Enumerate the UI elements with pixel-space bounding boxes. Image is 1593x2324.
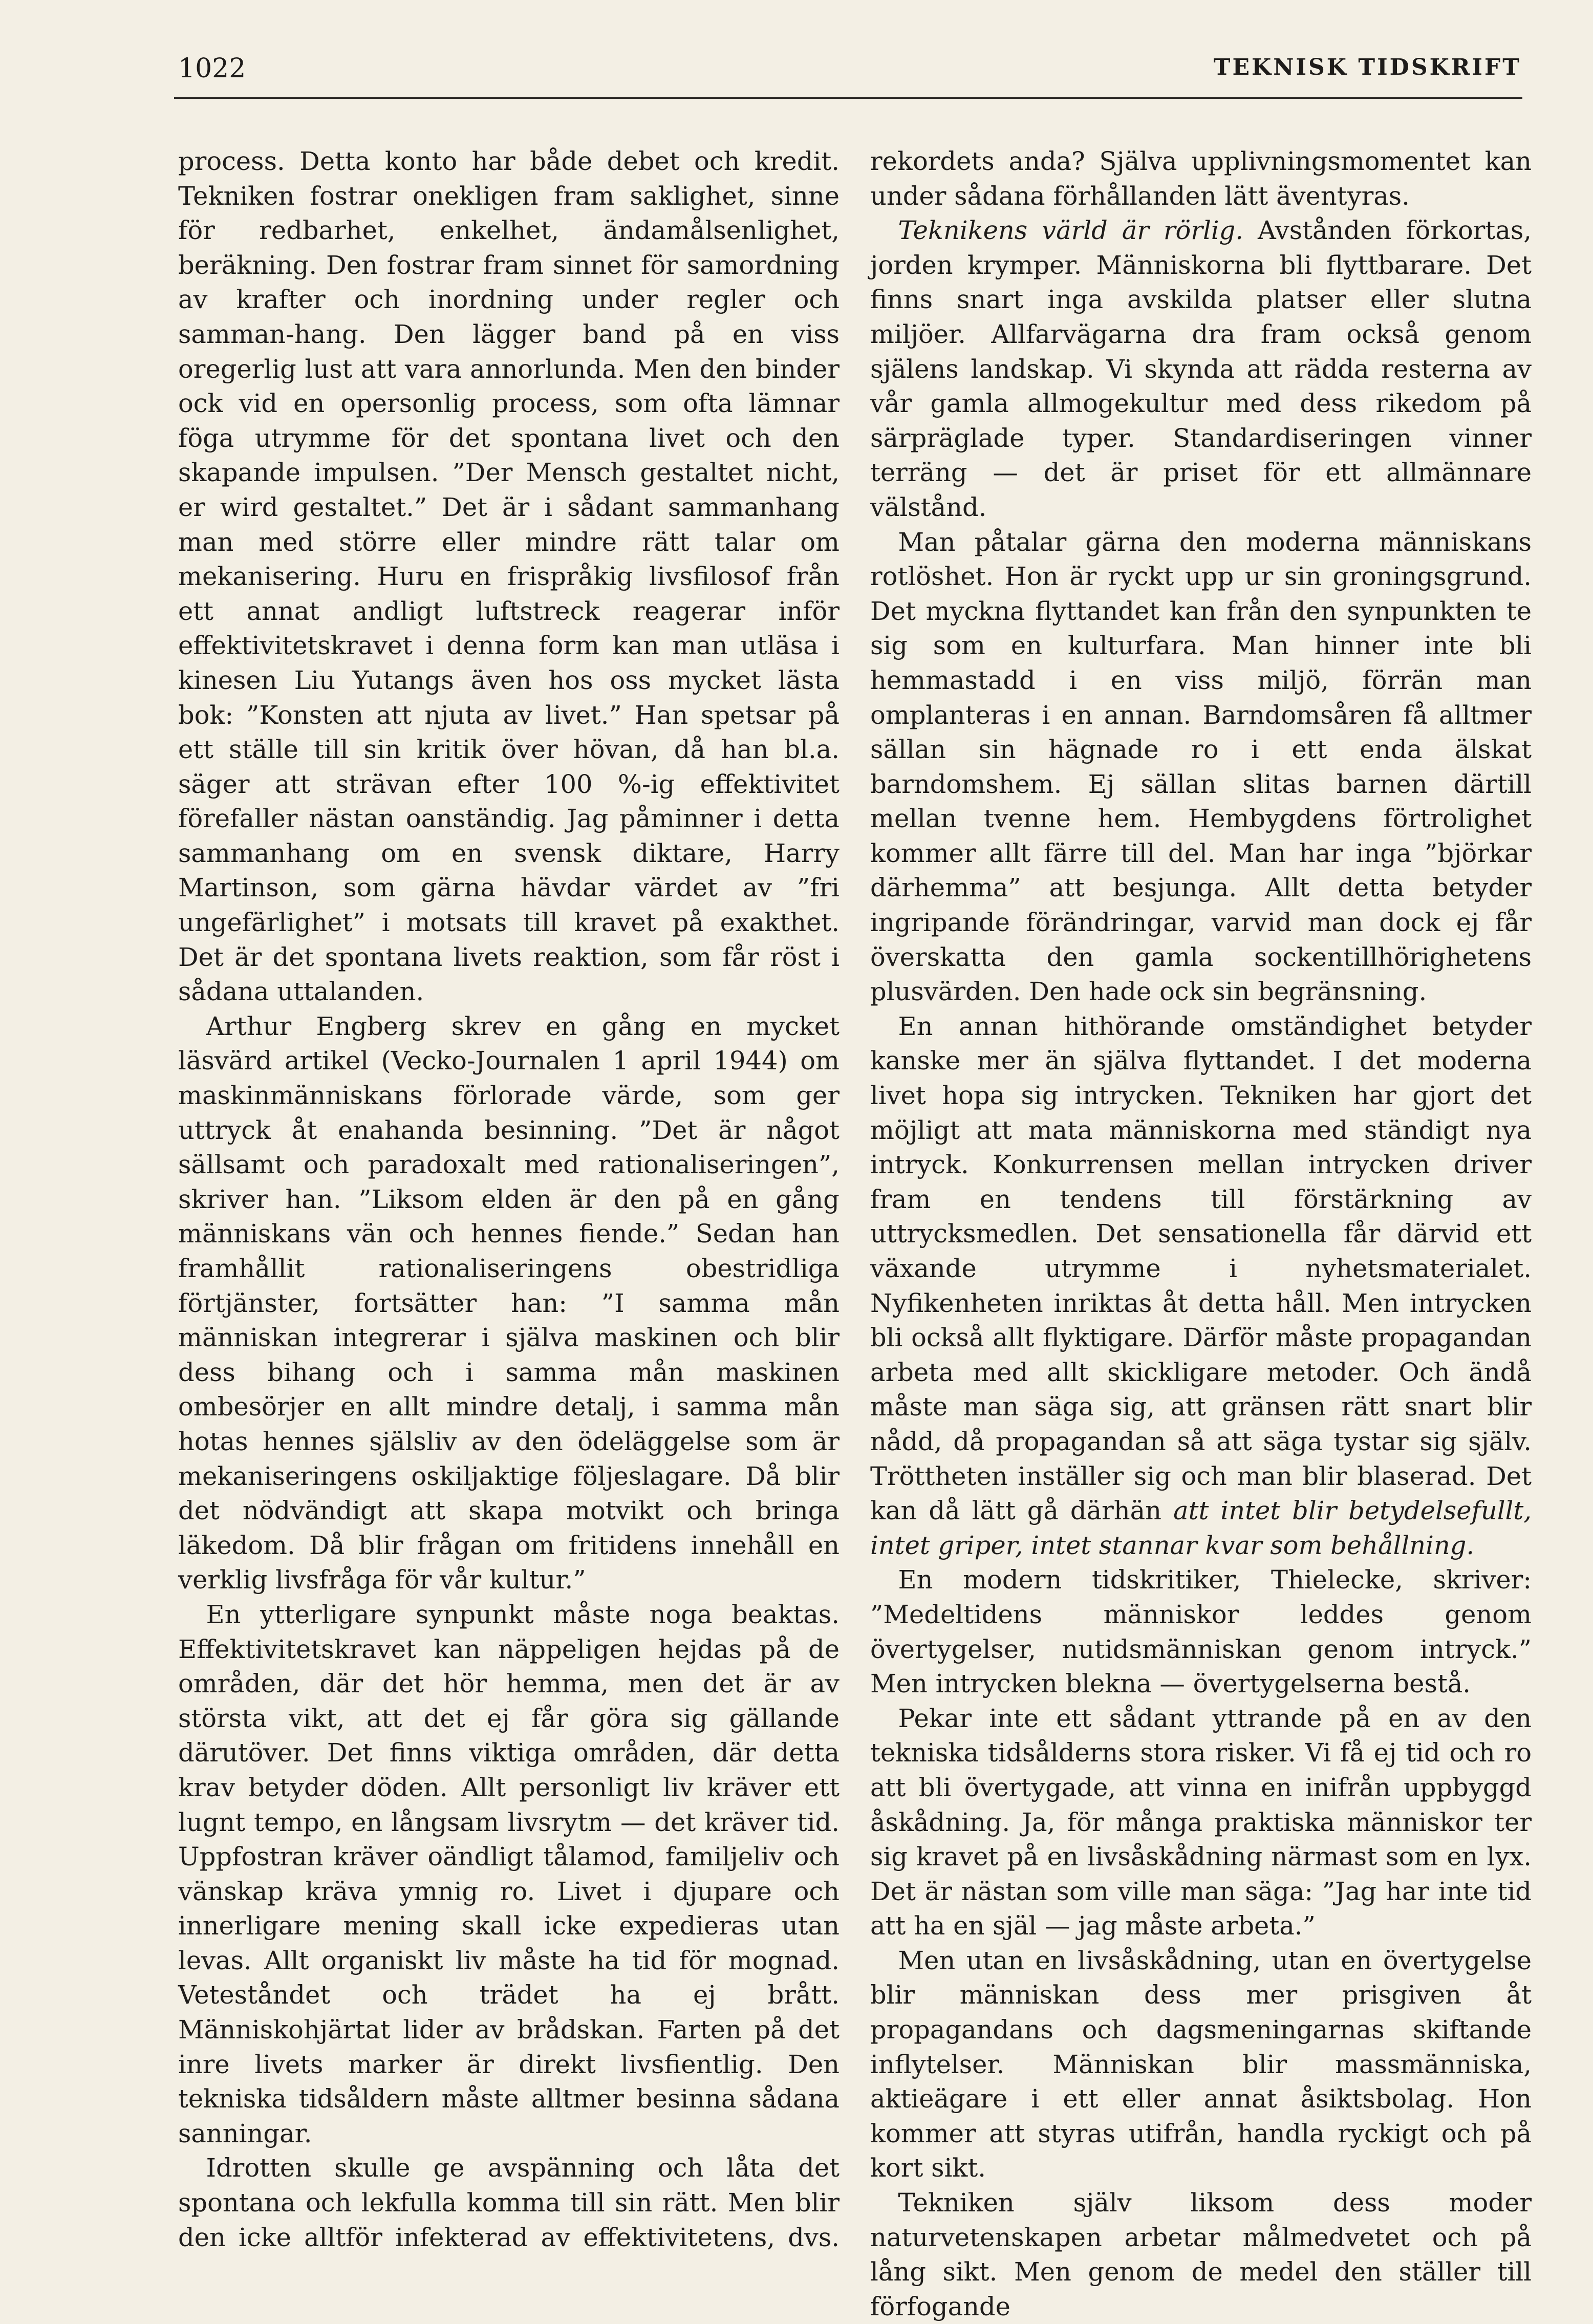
paragraph: Idrotten skulle ge avspänning och låta det spontana och lekfulla komma till sin rätt. Men blir den icke alltför infekterad av effektivitetens, dvs. [178,2153,839,2252]
paragraph [870,213,1532,525]
paragraph: En ytterligare synpunkt måste noga beaktas. Effektivitetskravet kan näppeligen hejdas på de områden, där det hör hemma, men det är av största vikt, att det ej får göra sig gällande därutöver. Det finns viktiga områden, där detta krav betyder döden. Allt personligt liv kräver ett lugnt tempo, en långsam livsrytm — det kräver tid. Uppfostran kräver oändligt tålamod, familjeliv och vänskap kräva ymnig ro. Livet i djupare och innerligare mening skall icke expedieras utan levas. Allt organiskt liv måste ha tid för mognad. Veteståndet och trädet ha ej brått. Människohjärtat lider av brådskan. Farten på det inre livets marker är direkt livsfientlig. Den tekniska tidsåldern måste alltmer besinna sådana sanningar. [178,1599,839,2148]
paragraph: Arthur Engberg skrev en gång en mycket läsvärd artikel (Vecko-Journalen 1 april 1944) om maskinmänniskans förlorade värde, som ger uttryck åt enahanda besinning. ”Det är något sällsamt och paradoxalt med rationaliseringen”, skriver han. ”Liksom elden är den på en gång människans vän och hennes fiende.” Sedan han framhållit rationaliseringens obestridliga förtjänster, fortsätter han: ”I samma mån människan integrerar i själva maskinen och blir dess bihang och i samma mån maskinen ombesörjer en allt mindre detalj, i samma mån hotas hennes själsliv av den ödeläggelse som är mekaniseringens oskiljaktige följeslagare. Då blir det nödvändigt att skapa motvikt och bringa läkedom. Då blir frågan om fritidens innehåll en verklig livsfråga för vår kultur.” [178,1011,839,1595]
page-number: 1022 [178,53,246,84]
paragraph: Man påtalar gärna den moderna människans rotlöshet. Hon är ryckt upp ur sin groningsgrund. Det myckna flyttandet kan från den synpunkten te sig som en kulturfara. Man hinner inte bli hemmastadd i en viss miljö, förrän man omplanteras i en annan. Barndomsåren få alltmer sällan sin hägnade ro i ett enda älskat barndomshem. Ej sällan slitas barnen därtill mellan tvenne hem. Hembygdens förtrolighet kommer allt färre till del. Man har inga ”björkar därhemma” att besjunga. Allt detta betyder ingripande förändringar, varvid man dock ej får överskatta den gamla sockentillhörighetens plusvärden. Den hade ock sin begränsning. [870,527,1532,1007]
paragraph-text: Avstånden förkortas, jorden krymper. Människorna bli flyttbarare. Det finns snart inga avskilda platser eller slutna miljöer. Allfarvägarna dra fram också genom själens landskap. Vi skynda att rädda resterna av vår gamla allmogekultur med dess rikedom på särpräglade typer. Standardiseringen vinner terräng — det är priset för ett allmännare välstånd. [870,216,1532,522]
paragraph: rekordets anda? Själva upplivningsmomentet kan under sådana förhållanden lätt äventyras. [870,146,1532,211]
paragraph [870,1009,1532,1563]
paragraph: process. Detta konto har både debet och kredit. Tekniken fostrar onekligen fram saklighet, sinne för redbarhet, enkelhet, ändamålsenlighet, beräkning. Den fostrar fram sinnet för samordning av krafter och inordning under regler och samman-hang. Den lägger band på en viss oregerlig lust att vara annorlunda. Men den binder ock vid en opersonlig process, som ofta lämnar föga utrymme för det spontana livet och den skapande impulsen. ”Der Mensch gestaltet nicht, er wird gestaltet.” Det är i sådant sammanhang man med större eller mindre rätt talar om mekanisering. Huru en frispråkig livsfilosof från ett annat andligt luftstreck reagerar inför effektivitetskravet i denna form kan man utläsa i kinesen Liu Yutangs även hos oss mycket lästa bok: ”Konsten att njuta av livet.” Han spetsar på ett ställe till sin kritik över hövan, då han bl.a. säger att strävan efter 100 %-ig effektivitet förefaller nästan oanständig. Jag påminner i detta sammanhang om en svensk diktare, Harry Martinson, som gärna hävdar värdet av ”fri ungefärlighet” i motsats till kravet på exakthet. Det är det spontana livets reaktion, som får röst i sådana uttalanden. [178,146,839,1007]
paragraph: En modern tidskritiker, Thielecke, skriver: ”Medeltidens människor leddes genom övertygelser, nutidsmänniskan genom intryck.” Men intrycken blekna — övertygelserna bestå. [870,1565,1532,1699]
header-rule [174,97,1522,99]
paragraph: Men utan en livsåskådning, utan en övertygelse blir människan dess mer prisgiven åt propagandans och dagsmeningarnas skiftande inflytelser. Människan blir massmänniska, aktieägare i ett eller annat åsiktsbolag. Hon kommer att styras utifrån, handla ryckigt och på kort sikt. [870,1945,1532,2183]
italic-phrase: Teknikens värld är rörlig. [898,216,1244,246]
left-column [178,144,839,2255]
paragraph: Pekar inte ett sådant yttrande på en av den tekniska tidsålderns stora risker. Vi få ej tid och ro att bli övertygade, att vinna en inifrån uppbyggd åskådning. Ja, för många praktiska människor ter sig kravet på en livsåskådning närmast som en lyx. Det är nästan som ville man säga: ”Jag har inte tid att ha en själ — jag måste arbeta.” [870,1703,1532,1941]
right-column [870,144,1532,2324]
paragraph: Tekniken själv liksom dess moder naturvetenskapen arbetar målmedvetet och på lång sikt. Men genom de medel den ställer till förfogande [870,2188,1532,2321]
paragraph-text: En annan hithörande omständighet betyder kanske mer än själva flyttandet. I det moderna livet hopa sig intrycken. Tekniken har gjort det möjligt att mata människorna med ständigt nya intryck. Konkurrensen mellan intrycken driver fram en tendens till förstärkning av uttrycksmedlen. Det sensationella får därvid ett växande utrymme i nyhetsmaterialet. Nyfikenheten inriktas åt detta håll. Men intrycken bli också allt flyktigare. Därför måste propagandan arbeta med allt skickligare metoder. Och ändå måste man säga sig, att gränsen rätt snart blir nådd, då propagandan så att säga tystar sig själv. Tröttheten inställer sig och man blir blaserad. Det kan då lätt gå därhän [870,1011,1532,1526]
journal-title: TEKNISK TIDSKRIFT [1213,54,1521,80]
italic-phrase: att intet blir betydelsefullt, intet griper, intet stannar kvar som behållning. [870,1496,1532,1560]
